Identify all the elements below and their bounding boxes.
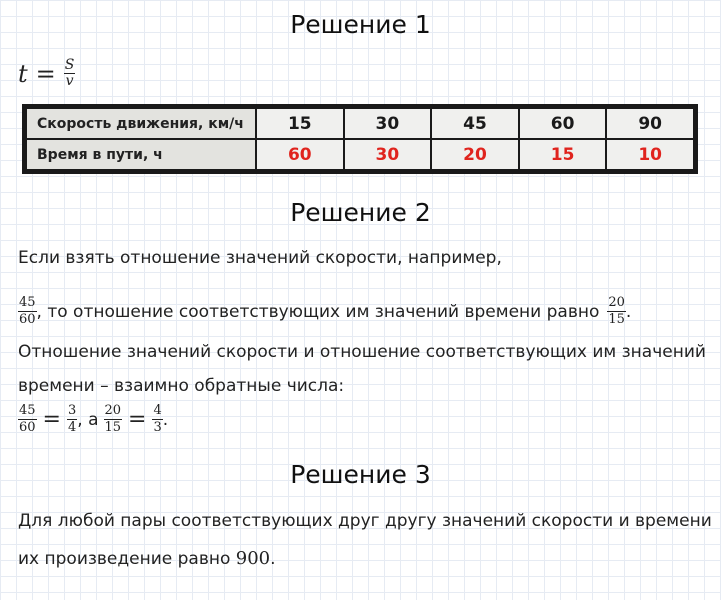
time-cell: 20 (431, 139, 519, 170)
solution-2-line-2 (18, 296, 631, 327)
time-cell: 60 (256, 139, 344, 170)
solution-3-line-1: Для любой пары соответствующих друг другу значений скорости и времени (18, 511, 712, 531)
numerator: 45 (19, 403, 36, 418)
time-cell: 10 (606, 139, 694, 170)
equals-sign: = (42, 407, 61, 432)
fraction-45-60 (18, 296, 37, 327)
equals-sign: = (128, 407, 147, 432)
fraction-3-4 (67, 404, 77, 435)
speed-cell: 15 (256, 108, 344, 139)
denominator: 60 (19, 420, 36, 435)
denominator: 4 (67, 420, 77, 435)
fraction-4-3 (152, 404, 162, 435)
speed-time-table (22, 104, 698, 174)
speed-label: Скорость движения, км/ч (26, 108, 256, 139)
solution-2-line-3: Отношение значений скорости и отношение соответствующих им значений (18, 342, 706, 362)
numerator: 4 (153, 403, 162, 418)
solution-2-title: Решение 2 (290, 198, 431, 227)
fraction-20-15 (104, 404, 123, 435)
solution-3-line-2-text: их произведение равно (18, 549, 231, 569)
equation-connector: , а (77, 409, 99, 430)
formula-lhs: t (18, 59, 28, 88)
solution-2-line-2-text: , то отношение соответствующих им значений времени равно (36, 301, 600, 322)
solution-3-line-2 (18, 548, 276, 569)
denominator: 3 (153, 420, 162, 435)
speed-cell: 60 (519, 108, 607, 139)
formula-denominator: v (65, 73, 74, 89)
speed-row (26, 108, 694, 139)
time-formula (18, 58, 75, 89)
speed-cell: 90 (606, 108, 694, 139)
numerator: 20 (104, 403, 122, 418)
denominator: 60 (19, 312, 36, 327)
numerator: 45 (19, 295, 36, 310)
product-value: 900 (235, 548, 271, 569)
solution-3-line-2-end: . (270, 549, 276, 569)
speed-cell: 30 (344, 108, 432, 139)
solution-2-line-1: Если взять отношение значений скорости, например, (18, 248, 502, 268)
formula-fraction (64, 58, 76, 89)
speed-cell: 45 (431, 108, 519, 139)
fraction-45-60 (18, 404, 37, 435)
time-cell: 15 (519, 139, 607, 170)
solution-2-equation (18, 404, 168, 435)
fraction-20-15 (607, 296, 626, 327)
denominator: 15 (104, 420, 122, 435)
time-row (26, 139, 694, 170)
solution-2-line-2-end: . (625, 301, 632, 322)
solution-1-title: Решение 1 (290, 10, 431, 39)
equation-end: . (162, 409, 169, 430)
formula-equals: = (35, 59, 56, 88)
time-cell: 30 (344, 139, 432, 170)
solution-3-title: Решение 3 (290, 460, 431, 489)
formula-numerator: S (64, 57, 75, 73)
numerator: 20 (608, 295, 625, 310)
solution-2-line-4: времени – взаимно обратные числа: (18, 376, 345, 396)
numerator: 3 (67, 403, 77, 418)
denominator: 15 (608, 312, 625, 327)
time-label: Время в пути, ч (26, 139, 256, 170)
